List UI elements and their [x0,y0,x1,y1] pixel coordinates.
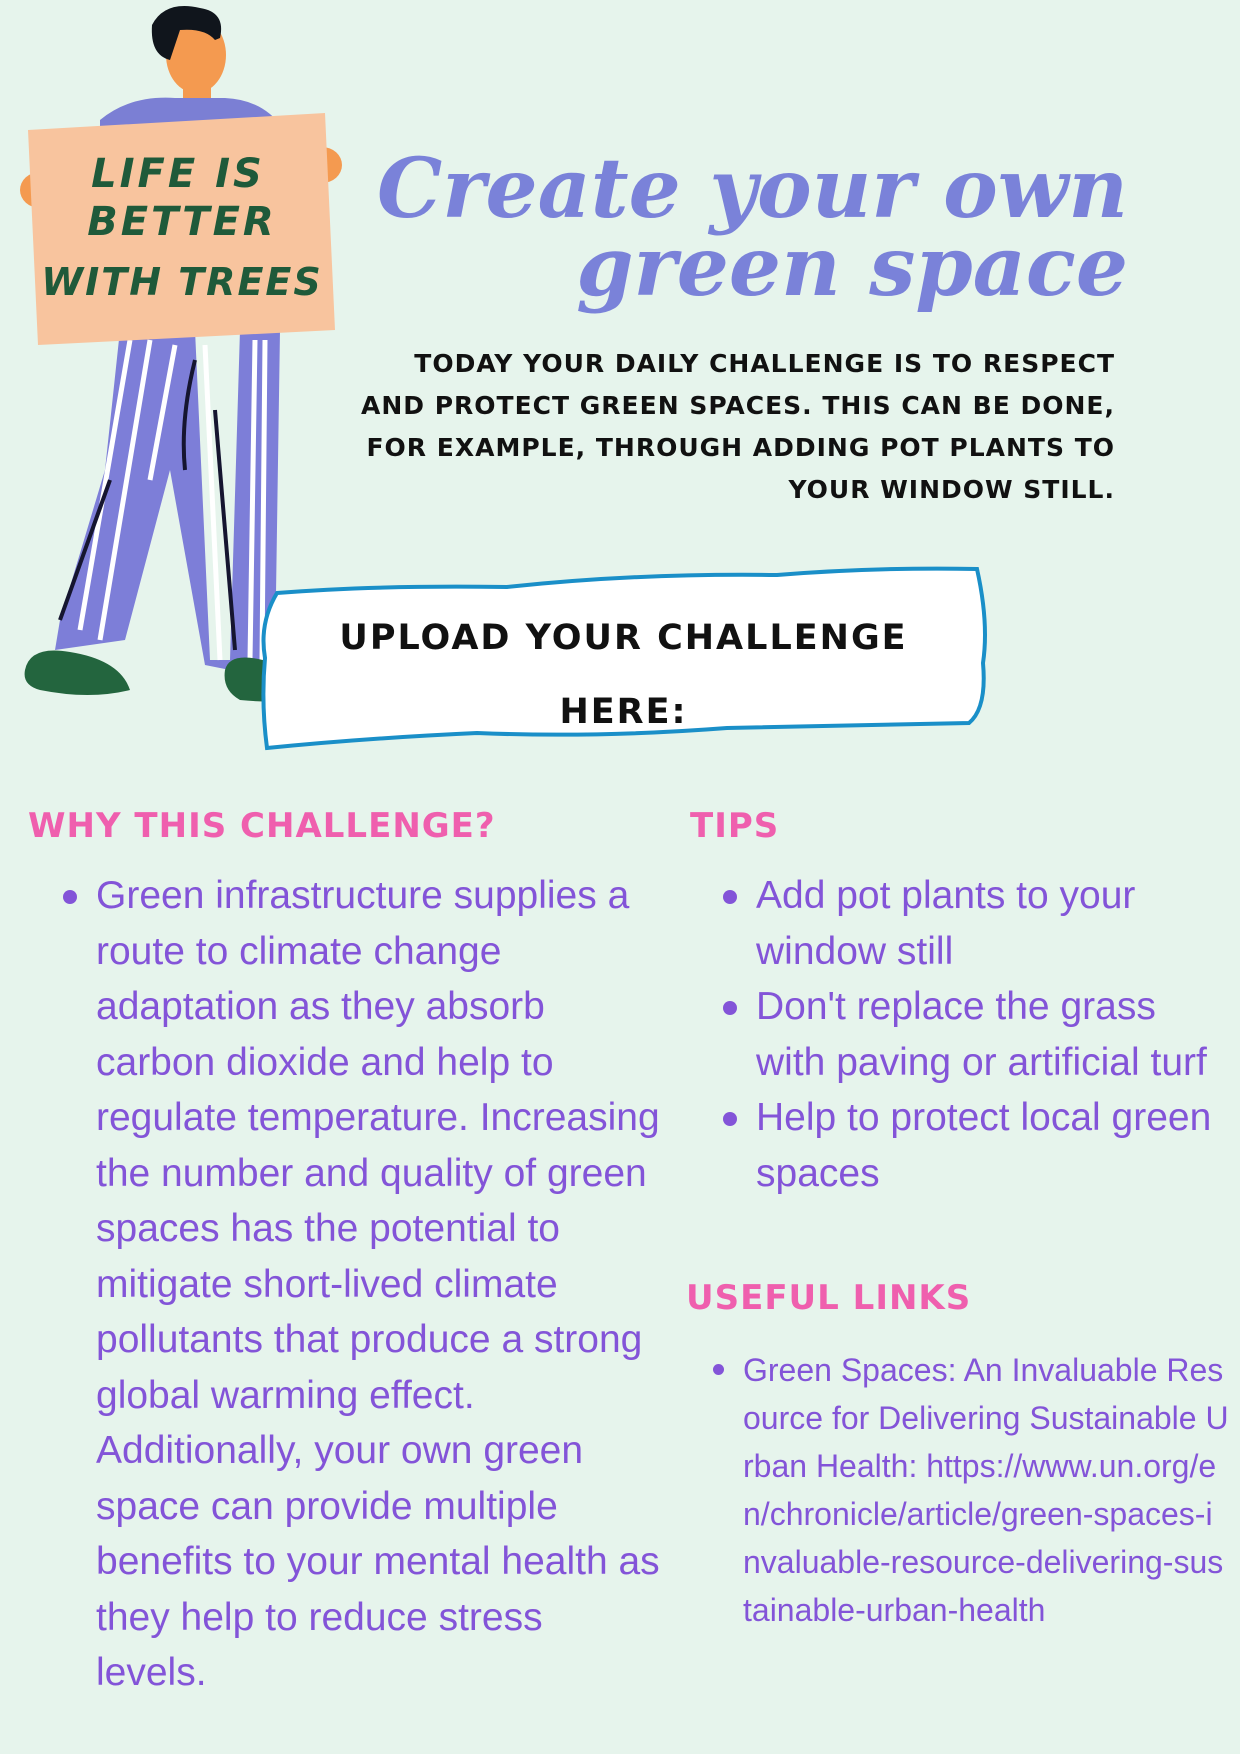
why-heading: WHY THIS CHALLENGE? [28,806,496,846]
useful-links-list [710,1346,1230,1634]
useful-link[interactable]: Green Spaces: An Invaluable Resource for Delivering Sustainable Urban Health: https://www.un.org/en/chronicle/article/green-spaces-invaluable-resource-delivering-sustainable-urban-health [710,1346,1230,1634]
upload-challenge-box[interactable] [257,563,990,756]
tip-item: Don't replace the grass with paving or artificial turf [720,979,1220,1090]
sign-line-3: WITH TREES [41,260,323,304]
page-title [377,141,1128,315]
title-line-2: green space [576,219,1128,315]
sign-line-1: LIFE IS [91,151,265,197]
upload-label [257,601,990,749]
upload-label-line-1: UPLOAD YOUR CHALLENGE [339,618,908,658]
upload-label-line-2: HERE: [559,692,688,732]
useful-links-heading: USEFUL LINKS [686,1278,972,1318]
tips-list [720,868,1220,1201]
tip-item: Help to protect local green spaces [720,1090,1220,1201]
challenge-intro: TODAY YOUR DAILY CHALLENGE IS TO RESPECT AND PROTECT GREEN SPACES. THIS CAN BE DONE, FOR EXAMPLE, THROUGH ADDING POT PLANTS TO YOUR WINDOW STILL. [361,349,1115,504]
left-shoe [25,650,130,695]
why-list [60,868,660,1701]
tips-heading: TIPS [690,806,780,846]
tip-item: Add pot plants to your window still [720,868,1220,979]
sign-line-2: BETTER [87,199,277,245]
why-item: Green infrastructure supplies a route to climate change adaptation as they absorb carbon dioxide and help to regulate temperature. Increasing the number and quality of green spaces has the potential to mitigate short-lived climate pollutants that produce a strong global warming effect. Additionally, your own green space can provide multiple benefits to your mental health as they help to reduce stress levels. [60,868,660,1701]
title-line-1: Create your own [377,141,1128,237]
